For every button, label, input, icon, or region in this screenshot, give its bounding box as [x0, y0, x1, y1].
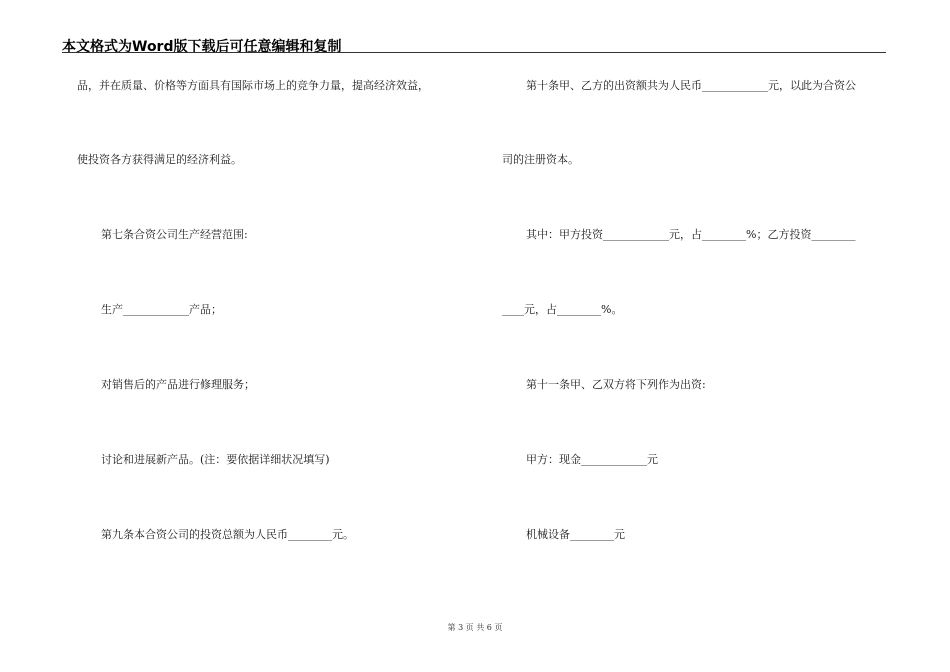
page-number-footer: 第 3 页 共 6 页	[447, 623, 503, 632]
paragraph-line: 品，并在质量、价格等方面具有国际市场上的竞争力量，提高经济效益，	[77, 79, 429, 92]
paragraph-line: 生产____________产品；	[101, 303, 222, 316]
document-header-title: 本文格式为Word版下载后可任意编辑和复制	[62, 39, 342, 55]
paragraph-line: 甲方：现金____________元	[526, 453, 658, 466]
header-divider	[62, 52, 886, 53]
paragraph-line: 其中：甲方投资____________元，占________%；乙方投资________	[526, 228, 856, 241]
paragraph-line: 讨论和进展新产品。(注：要依据详细状况填写)	[101, 453, 330, 466]
paragraph-line: 使投资各方获得满足的经济利益。	[77, 153, 242, 166]
article-7-heading: 第七条合资公司生产经营范围:	[101, 228, 248, 241]
paragraph-line: ____元，占________%。	[502, 303, 623, 316]
article-9-line: 第九条本合资公司的投资总额为人民币________元。	[101, 528, 354, 541]
paragraph-line: 司的注册资本。	[502, 153, 579, 166]
article-10-line: 第十条甲、乙方的出资额共为人民币____________元，以此为合资公	[526, 79, 856, 92]
article-11-heading: 第十一条甲、乙双方将下列作为出资:	[526, 378, 706, 391]
paragraph-line: 对销售后的产品进行修理服务；	[101, 378, 255, 391]
paragraph-line: 机械设备________元	[526, 528, 625, 541]
